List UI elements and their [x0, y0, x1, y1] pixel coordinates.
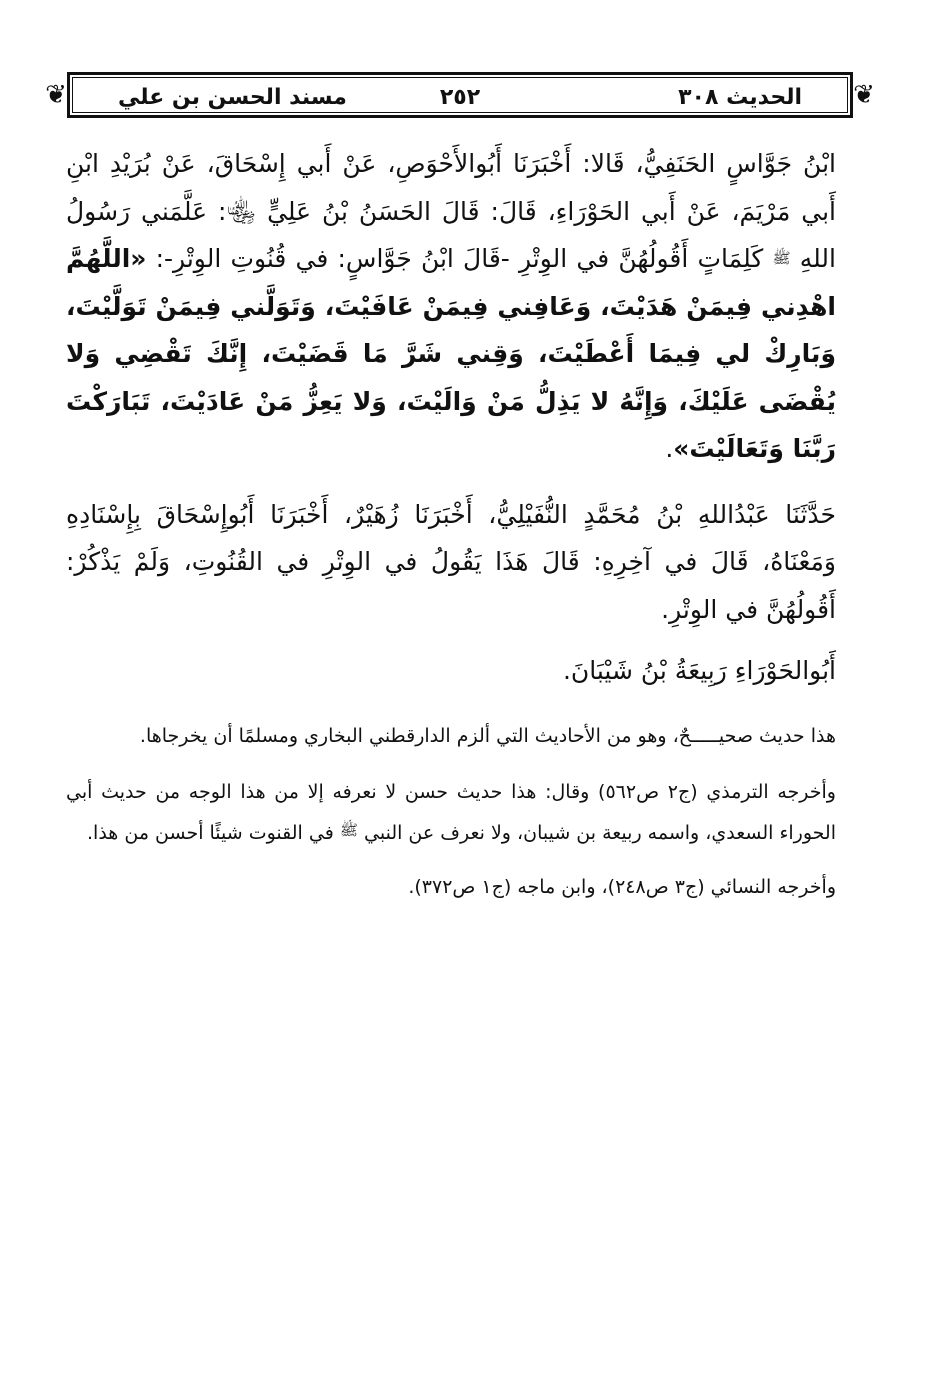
hadith-paragraph-1	[66, 140, 836, 473]
dua-end: .	[665, 434, 674, 463]
isnad-text: ابْنُ جَوَّاسٍ الحَنَفِيُّ، قَالا: أَخْبَرَنَا أَبُوالأَحْوَصِ، عَنْ أَبي إِسْحَاقَ، عَنْ بُرَيْدِ ابْنِ أَبي مَرْيَمَ، عَنْ أَبي الحَوْرَاءِ، قَالَ: قَالَ الحَسَنُ بْنُ عَلِيٍّ ﵄: عَلَّمَني رَسُولُ اللهِ	[66, 149, 836, 273]
page-number: ٢٥٢	[439, 85, 481, 110]
hadith-paragraph-2: حَدَّثَنَا عَبْدُاللهِ بْنُ مُحَمَّدٍ النُّفَيْلِيُّ، أَخْبَرَنَا زُهَيْرٌ، أَخْبَرَنَا أَبُوإِسْحَاقَ بِإِسْنَادِهِ وَمَعْنَاهُ، قَالَ في آخِرِهِ: قَالَ هَذَا يَقُولُ في الوِتْرِ في القُنُوتِ، وَلَمْ يَذْكُرْ: أَقُولُهُنَّ في الوِتْرِ.	[66, 499, 836, 624]
book-title: مسند الحسن بن علي	[118, 85, 347, 110]
page-header	[45, 72, 875, 122]
header-frame	[67, 72, 853, 118]
commentary-note-1: هذا حديث صحيـــــحٌ، وهو من الأحاديث التي ألزم الدارقطني البخاري ومسلمًا أن يخرجاها.	[139, 724, 836, 747]
dua-text: «اللَّهُمَّ اهْدِني فِيمَنْ هَدَيْتَ، وَعَافِني فِيمَنْ عَافَيْتَ، وَتَوَلَّني فِيمَنْ تَوَلَّيْتَ، وَبَارِكْ لي فِيمَا أَعْطَيْتَ، وَقِني شَرَّ مَا قَضَيْتَ، إِنَّكَ تَقْضِي وَلا يُقْضَى عَلَيْكَ، وَإِنَّهُ لا يَذِلُّ مَنْ وَالَيْتَ، وَلا يَعِزُّ مَنْ عَادَيْتَ، تَبَارَكْتَ رَبَّنَا وَتَعَالَيْتَ»	[66, 244, 836, 463]
commentary-note-2	[66, 773, 836, 852]
page-content	[66, 140, 836, 906]
commentary-note-3: وأخرجه النسائي (ج٣ ص٢٤٨)، وابن ماجه (ج١ ص٣٧٢).	[408, 875, 836, 898]
narrator-note: أَبُوالحَوْرَاءِ رَبِيعَةُ بْنُ شَيْبَانَ.	[562, 656, 836, 685]
salla-glyph-icon: ﷺ	[339, 820, 358, 839]
ornament-left-icon: ❦	[45, 80, 67, 110]
isnad-text-cont: كَلِمَاتٍ أَقُولُهُنَّ في الوِتْرِ -قَالَ ابْنُ جَوَّاسٍ: في قُنُوتِ الوِتْرِ-:	[155, 244, 764, 273]
hadith-number: الحديث ٣٠٨	[678, 85, 802, 110]
commentary-note-2-text: وأخرجه الترمذي (ج٢ ص٥٦٢) وقال: هذا حديث حسن لا نعرفه إلا من هذا الوجه من حديث أبي الحوراء السعدي، واسمه ربيعة بن شيبان، ولا نعرف عن النبي	[66, 780, 836, 844]
ornament-right-icon: ❦	[853, 80, 875, 110]
salla-glyph-icon: ﷺ	[772, 249, 791, 267]
commentary-note-2-text-cont: في القنوت شيئًا أحسن من هذا.	[87, 821, 334, 844]
